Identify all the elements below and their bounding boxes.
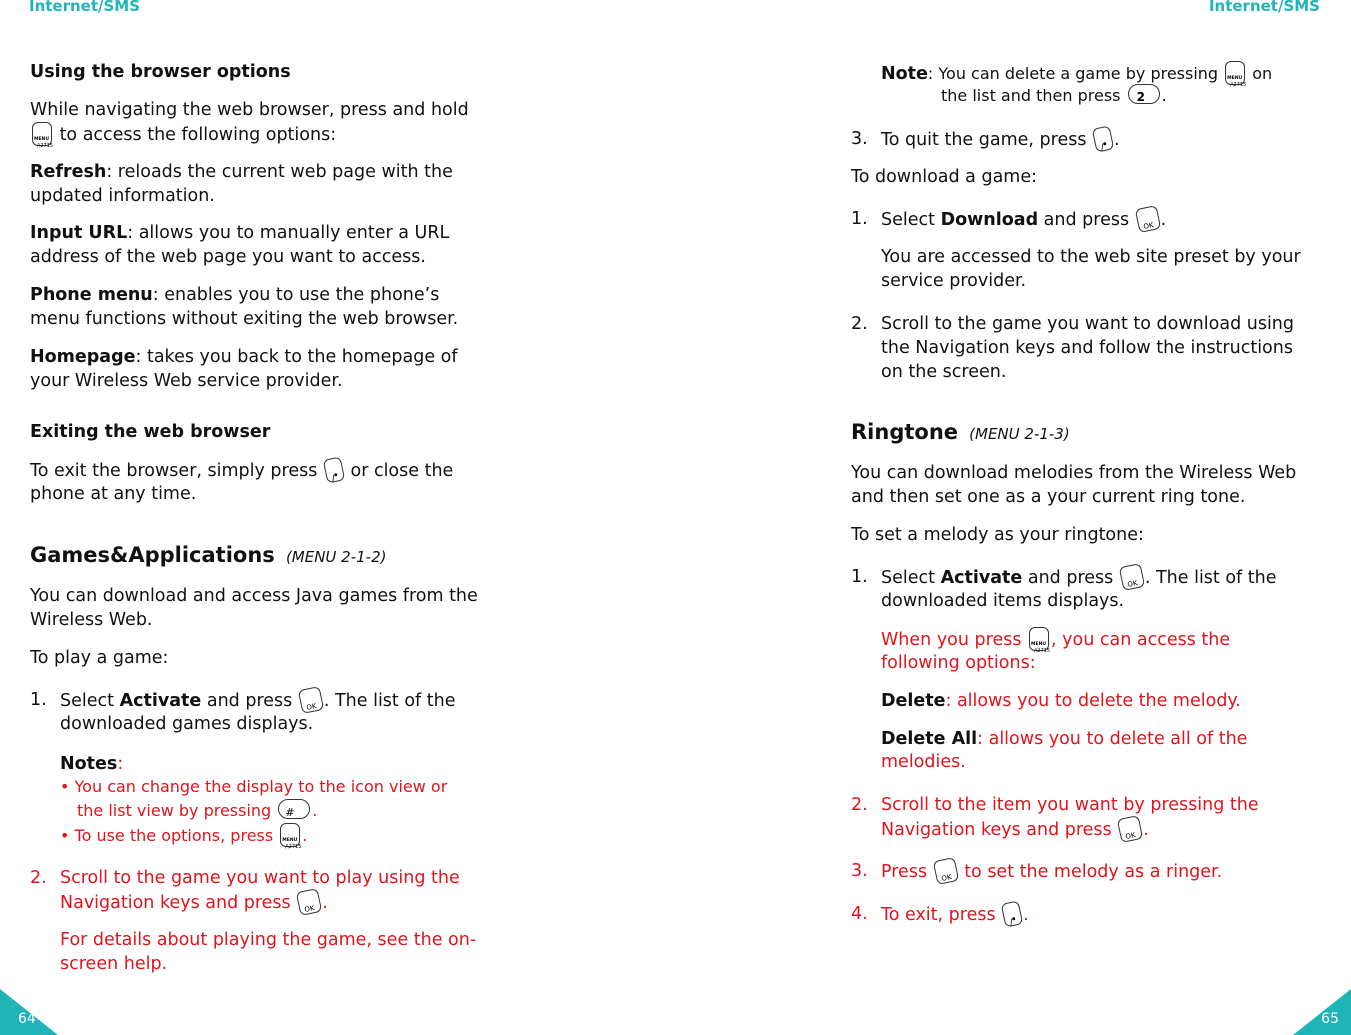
homepage-option-line2: your Wireless Web service provider. (30, 371, 343, 391)
delete-all-option: Delete All: allows you to delete all of the (881, 729, 1248, 749)
download-step2-line2: the Navigation keys and follow the instructions (881, 338, 1293, 358)
ringtone-heading: Ringtone (MENU 2-1-3) (851, 420, 1070, 444)
browser-intro-line2: MENU /✕ to access the following options: (30, 122, 336, 147)
ringtone-step2-line2: Navigation keys and press OK. (881, 817, 1149, 842)
ringtone-step2-line1: Scroll to the item you want by pressing the (881, 795, 1259, 815)
download-step1-info-line1: You are accessed to the web site preset by your (881, 247, 1301, 267)
end-key-icon (323, 456, 346, 483)
play-step3-number: 3. (851, 129, 868, 149)
ringtone-desc-line2: and then set one as a your current ring tone. (851, 487, 1246, 507)
ringtone-step1: Select Activate and press OK. The list of the (881, 565, 1277, 590)
ringtone-step3: Press OK to set the melody as a ringer. (881, 859, 1222, 884)
input-url-option-line2: address of the web page you want to access. (30, 247, 426, 267)
delete-option: Delete: allows you to delete the melody. (881, 691, 1241, 711)
menu-key-icon (1029, 627, 1049, 651)
play-step1-line2: downloaded games displays. (60, 714, 314, 734)
ok-key-icon (298, 686, 325, 714)
games-desc-line1: You can download and access Java games from the (30, 586, 478, 606)
download-step2-line3: on the screen. (881, 362, 1007, 382)
download-step1-info-line2: service provider. (881, 271, 1027, 291)
end-key-icon (1001, 900, 1024, 927)
menu-key-icon (32, 122, 52, 146)
download-intro: To download a game: (851, 167, 1037, 187)
end-key-icon (1092, 125, 1115, 152)
phone-menu-option: Phone menu: enables you to use the phone’s (30, 285, 440, 305)
ringtone-step4: To exit, press ● /. (881, 902, 1029, 927)
input-url-option: Input URL: allows you to manually enter a URL (30, 223, 450, 243)
browser-options-heading: Using the browser options (30, 62, 291, 82)
options-intro-line1: When you press MENU /✕, you can access the (881, 627, 1230, 652)
download-step1-number: 1. (851, 209, 868, 229)
play-step1: Select Activate and press OK. The list of the (60, 688, 456, 713)
right-page-number: 65 (1321, 1011, 1339, 1027)
ringtone-step2-number: 2. (851, 795, 868, 815)
download-step2-number: 2. (851, 314, 868, 334)
left-running-header: Internet/SMS (29, 0, 141, 15)
play-step2-line2: Navigation keys and press OK. (60, 890, 328, 915)
ok-key-icon (296, 888, 323, 916)
phone-menu-option-line2: menu functions without exiting the web browser. (30, 309, 459, 329)
ok-key-icon (1134, 205, 1161, 233)
note2: • To use the options, press MENU /✕. (60, 823, 307, 848)
ringtone-step4-number: 4. (851, 904, 868, 924)
ok-key-icon (1119, 563, 1146, 591)
download-step2-line1: Scroll to the game you want to download using (881, 314, 1295, 334)
delete-all-option-line2: melodies. (881, 752, 966, 772)
hash-key-icon (278, 799, 310, 819)
ok-key-icon (1117, 815, 1144, 843)
ringtone-desc-line1: You can download melodies from the Wireless Web (851, 463, 1297, 483)
set-ringtone-intro: To set a melody as your ringtone: (851, 525, 1144, 545)
ringtone-step1-line2: downloaded items displays. (881, 591, 1125, 611)
play-step2-line1: Scroll to the game you want to play using the (60, 868, 460, 888)
ringtone-step1-number: 1. (851, 567, 868, 587)
ringtone-step3-number: 3. (851, 861, 868, 881)
two-key-icon (1128, 84, 1160, 104)
refresh-option-line2: updated information. (30, 186, 215, 206)
notes-label: Notes: (60, 754, 124, 774)
play-step3: To quit the game, press ● /. (881, 127, 1120, 152)
note1-line1: • You can change the display to the icon view or (60, 777, 448, 796)
options-intro-line2: following options: (881, 653, 1036, 673)
right-running-header: Internet/SMS (1208, 0, 1320, 15)
details-line1: For details about playing the game, see the on- (60, 930, 477, 950)
note1-line2: the list view by pressing #. (77, 799, 317, 823)
details-line2: screen help. (60, 954, 168, 974)
ok-key-icon (932, 857, 959, 885)
games-heading: Games&Applications (MENU 2-1-2) (30, 543, 387, 567)
menu-key-icon (280, 823, 300, 847)
exiting-line2: phone at any time. (30, 484, 197, 504)
delete-game-note-line2: the list and then press 2. (941, 84, 1167, 108)
menu-key-icon (1225, 61, 1245, 85)
browser-intro-line1: While navigating the web browser, press and hold (30, 100, 469, 120)
download-step1: Select Download and press OK. (881, 207, 1166, 232)
play-step2-number: 2. (30, 868, 47, 888)
left-page-number: 64 (18, 1011, 36, 1027)
refresh-option: Refresh: reloads the current web page with the (30, 162, 453, 182)
play-step1-number: 1. (30, 690, 47, 710)
exiting-heading: Exiting the web browser (30, 422, 271, 442)
games-desc-line2: Wireless Web. (30, 610, 153, 630)
homepage-option: Homepage: takes you back to the homepage of (30, 347, 458, 367)
play-game-intro: To play a game: (30, 648, 169, 668)
delete-game-note-line1: Note: You can delete a game by pressing MENU /✕ on (881, 61, 1272, 86)
exiting-line1: To exit the browser, simply press ● / or close the (30, 458, 453, 483)
